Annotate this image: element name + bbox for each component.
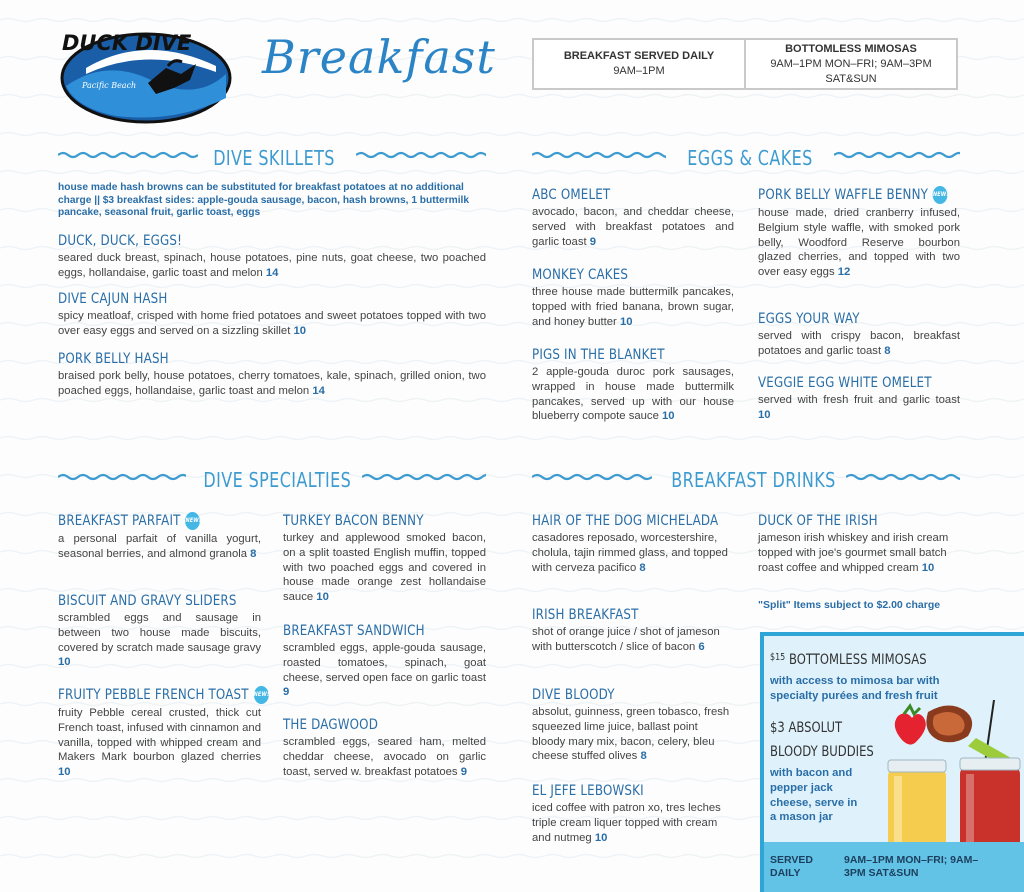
mimosa-promo-title: $^{\$15}$ BOTTOMLESS MIMOSAS — [770, 652, 927, 668]
item-description: turkey and applewood smoked bacon, on a split toasted English muffin, topped with two poached eggs and covered in house made orange zest hollandaise sauce 10 — [283, 532, 486, 604]
bloody-promo-desc: with bacon and pepper jack cheese, serve in a mason jar — [770, 767, 858, 824]
menu-item — [58, 232, 486, 281]
section-title-eggs: EGGS & CAKES — [687, 146, 813, 170]
item-name: IRISH BREAKFAST — [532, 607, 639, 623]
item-name: FRUITY PEBBLE FRENCH TOAST NEW! — [58, 687, 270, 703]
item-name: PORK BELLY WAFFLE BENNY NEW! — [758, 187, 949, 203]
mimosa-hours — [744, 40, 956, 88]
menu-item — [532, 186, 734, 249]
menu-item — [532, 686, 732, 764]
item-price: 8 — [250, 547, 257, 560]
item-name: BREAKFAST PARFAIT NEW! — [58, 513, 202, 529]
menu-item — [532, 512, 732, 575]
item-description: avocado, bacon, and cheddar cheese, served with breakfast potatoes and garlic toast 9 — [532, 206, 734, 248]
background-wave-line — [0, 437, 1024, 440]
item-price: 8 — [640, 750, 647, 763]
item-description: scrambled eggs and sausage in between two house made biscuits, covered by scratch made sausage gravy 10 — [58, 612, 261, 669]
page-title: Breakfast — [262, 30, 496, 84]
mimosa-hours-value: 9AM–1PM MON–FRI; 9AM–3PM SAT&SUN — [770, 57, 932, 85]
item-name: DUCK, DUCK, EGGS! — [58, 233, 183, 249]
logo-emblem — [56, 28, 236, 128]
item-description: house made, dried cranberry infused, Belgium style waffle, with smoked pork belly, Woodford Reserve bourbon glazed cherries, and topped with two over easy eggs 12 — [758, 207, 960, 279]
background-wave-line — [0, 285, 1024, 288]
item-price: 9 — [283, 686, 290, 699]
bloody-promo-title-1: $3 ABSOLUT — [770, 720, 843, 736]
new-badge: NEW! — [933, 186, 948, 204]
item-description: served with crispy bacon, breakfast potatoes and garlic toast 8 — [758, 330, 960, 357]
new-badge: NEW! — [185, 512, 200, 530]
item-name: PIGS IN THE BLANKET — [532, 347, 665, 363]
new-badge: NEW! — [254, 686, 269, 704]
item-name: EL JEFE LEBOWSKI — [532, 783, 644, 799]
wave-divider — [362, 470, 486, 484]
mimosa-jar — [888, 760, 946, 850]
bloody-promo-title-2: BLOODY BUDDIES — [770, 744, 874, 760]
item-description: braised pork belly, house potatoes, cherry tomatoes, kale, spinach, grilled onion, two poached eggs, hollandaise, garlic toast and melon 14 — [58, 370, 486, 397]
served-hours: 9AM–1PM MON–FRI; 9AM–3PM SAT&SUN — [844, 854, 979, 879]
background-wave-line — [0, 171, 1024, 174]
menu-item — [58, 512, 261, 562]
wave-divider — [58, 470, 186, 484]
menu-item — [532, 266, 734, 329]
breakfast-hours-value: 9AM–1PM — [613, 65, 665, 77]
mimosa-price: $15 — [770, 652, 786, 663]
item-price: 8 — [639, 561, 646, 574]
item-price: 14 — [265, 266, 279, 279]
split-note: "Split" Items subject to $2.00 charge — [758, 599, 941, 611]
background-wave-line — [0, 19, 1024, 22]
item-price: 9 — [589, 235, 597, 248]
item-name: PORK BELLY HASH — [58, 351, 169, 367]
item-name: MONKEY CAKES — [532, 267, 629, 283]
drinks-illustration — [868, 700, 1024, 850]
item-price: 6 — [698, 640, 705, 653]
menu-item — [58, 592, 261, 670]
item-name: EGGS YOUR WAY — [758, 311, 860, 327]
item-description: fruity Pebble cereal crusted, thick cut French toast, infused with cinnamon and vanilla, topped with whipped cream and Makers Mark bourbon glazed cherries 10 — [58, 707, 261, 779]
menu-item — [532, 346, 734, 424]
item-description: shot of orange juice / shot of jameson with butterscotch / slice of bacon 6 — [532, 626, 720, 653]
item-price: 10 — [594, 831, 608, 844]
bloody-mary-jar — [960, 758, 1020, 850]
wave-divider — [532, 148, 666, 162]
item-name: HAIR OF THE DOG MICHELADA — [532, 513, 719, 529]
mimosa-promo-desc: with access to mimosa bar with specialty purées and fresh fruit — [770, 675, 940, 702]
wave-divider — [846, 470, 960, 484]
item-description: casadores reposado, worcestershire, cholula, tajin rimmed glass, and topped with cerveza pacifico 8 — [532, 532, 728, 574]
menu-item — [758, 512, 960, 575]
mimosa-hours-label: BOTTOMLESS MIMOSAS — [785, 42, 917, 55]
item-description: three house made buttermilk pancakes, topped with fried banana, brown sugar, and honey butter 10 — [532, 286, 734, 328]
item-description: jameson irish whiskey and irish cream topped with joe's gourmet small batch roast coffee and whipped cream 10 — [758, 532, 949, 574]
item-description: absolut, guinness, green tobasco, fresh squeezed lime juice, ballast point bloody mary mix, bacon, celery, bleu cheese stuffed olives 8 — [532, 706, 730, 763]
item-name: ABC OMELET — [532, 187, 611, 203]
menu-item — [758, 310, 960, 359]
item-description: spicy meatloaf, crisped with home fried potatoes and sweet potatoes topped with two over easy eggs and served on a sizzling skillet 10 — [58, 310, 486, 337]
logo-text: DUCK DIVE — [62, 31, 192, 55]
menu-item — [532, 782, 732, 845]
item-name: THE DAGWOOD — [283, 717, 379, 733]
item-description: 2 apple-gouda duroc pork sausages, wrapped in house made buttermilk pancakes, served up with our house blueberry compote sauce 10 — [532, 366, 734, 423]
menu-item — [58, 686, 270, 780]
item-description: seared duck breast, spinach, house potatoes, pine nuts, goat cheese, two poached eggs, hollandaise, garlic toast and melon 14 — [58, 252, 486, 279]
served-label: SERVED DAILY — [770, 854, 813, 879]
menu-item — [58, 350, 486, 399]
menu-item — [758, 186, 960, 280]
breakfast-hours — [534, 40, 744, 88]
item-price: 10 — [619, 315, 633, 328]
background-wave-line — [0, 133, 1024, 136]
menu-item — [283, 716, 486, 779]
item-description: a personal parfait of vanilla yogurt, seasonal berries, and almond granola 8 — [58, 533, 261, 560]
item-name: VEGGIE EGG WHITE OMELET — [758, 375, 932, 391]
section-title-skillets: DIVE SKILLETS — [213, 146, 335, 170]
item-description: iced coffee with patron xo, tres leches triple cream liquer topped with cream and nutmeg 10 — [532, 802, 721, 844]
item-price: 10 — [921, 561, 935, 574]
item-price: 10 — [58, 656, 71, 669]
item-price: 10 — [293, 324, 307, 337]
menu-item — [758, 374, 960, 423]
item-name: DIVE CAJUN HASH — [58, 291, 168, 307]
item-name: DIVE BLOODY — [532, 687, 615, 703]
item-price: 12 — [837, 266, 851, 279]
item-description: served with fresh fruit and garlic toast 10 — [758, 394, 960, 421]
item-price: 10 — [758, 408, 771, 421]
served-daily-band — [764, 842, 1024, 892]
duck-dive-logo — [56, 28, 236, 128]
item-price: 10 — [58, 766, 71, 779]
item-price: 10 — [316, 591, 329, 604]
item-price: 14 — [312, 384, 325, 397]
item-description: scrambled eggs, seared ham, melted cheddar cheese, avocado on garlic toast, served w. breakfast potatoes 9 — [283, 736, 486, 778]
wave-divider — [58, 148, 198, 162]
item-name: TURKEY BACON BENNY — [283, 513, 424, 529]
menu-item — [58, 290, 486, 339]
item-name: DUCK OF THE IRISH — [758, 513, 878, 529]
skillets-note: house made hash browns can be substituted for breakfast potatoes at no additional charge || $3 breakfast sides: apple-gouda sausage, bacon, hash browns, 1 buttermilk pancake, seasonal fruit, garlic toast, eggs — [58, 182, 470, 219]
item-name: BREAKFAST SANDWICH — [283, 623, 425, 639]
promo-panel — [760, 632, 1024, 892]
section-title-drinks: BREAKFAST DRINKS — [671, 468, 836, 492]
menu-item — [532, 606, 732, 655]
bacon-strip — [926, 705, 972, 742]
breakfast-hours-label: BREAKFAST SERVED DAILY — [563, 50, 715, 62]
item-description: scrambled eggs, apple-gouda sausage, roasted tomatoes, spinach, goat cheese, served open face on garlic toast 9 — [283, 642, 486, 699]
logo-tagline: Pacific Beach — [82, 81, 137, 90]
section-title-specialties: DIVE SPECIALTIES — [203, 468, 352, 492]
item-price: 10 — [662, 410, 675, 423]
wave-divider — [532, 470, 652, 484]
item-name: BISCUIT AND GRAVY SLIDERS — [58, 593, 237, 609]
menu-item — [283, 512, 486, 605]
wave-divider — [356, 148, 486, 162]
strawberry — [895, 713, 926, 744]
item-price: 9 — [460, 765, 468, 778]
wave-divider — [834, 148, 960, 162]
hours-box — [532, 38, 958, 90]
menu-item — [283, 622, 486, 700]
item-price: 8 — [884, 344, 891, 357]
